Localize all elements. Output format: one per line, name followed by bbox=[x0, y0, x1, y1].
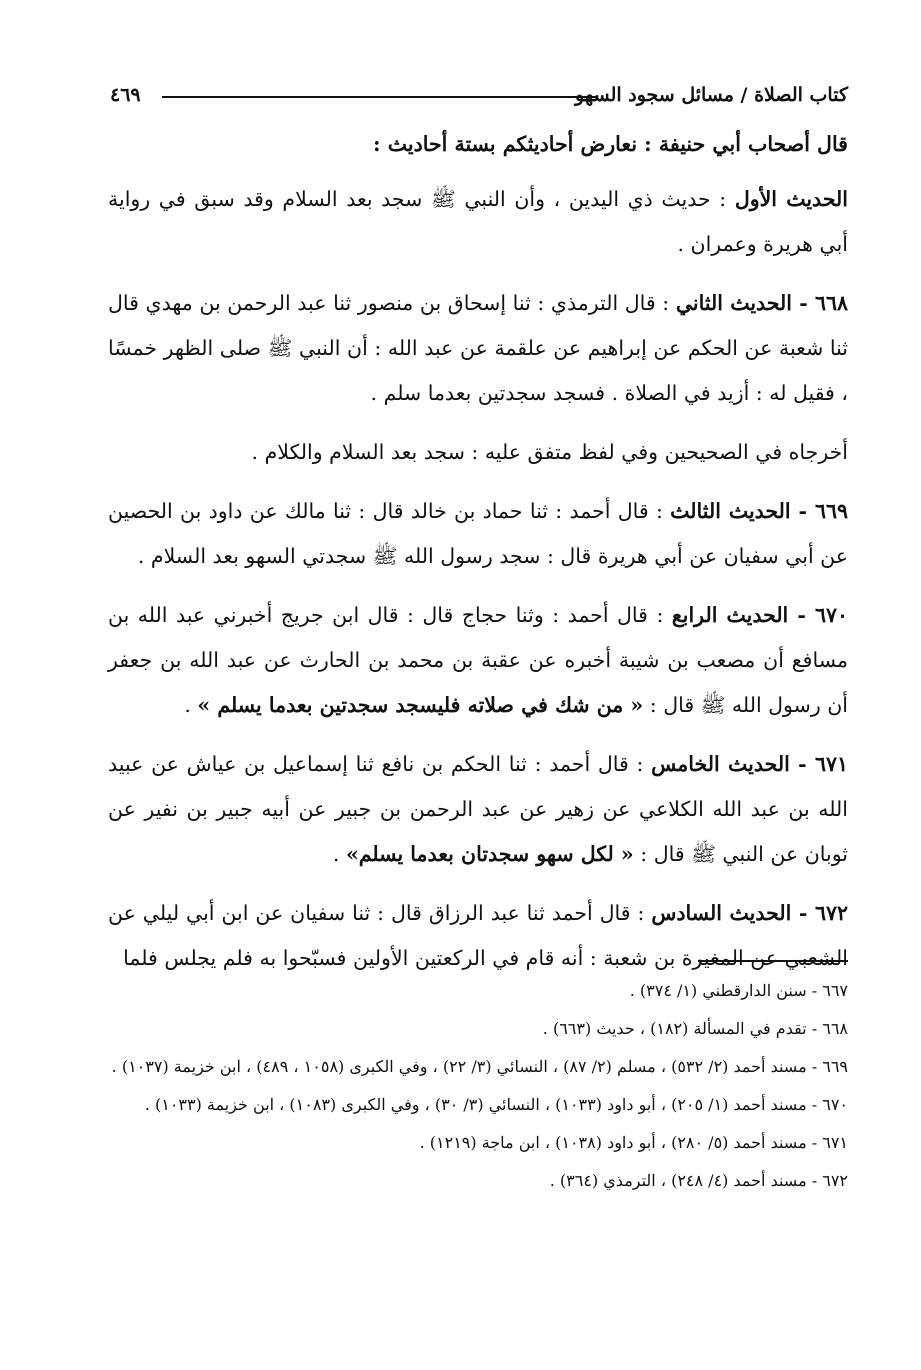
hadith-3-text: : قال أحمد : ثنا حماد بن خالد قال : ثنا مالك عن داود بن الحصين عن أبي سفيان عن أبي هريرة قال : سجد رسول الله ﷺ سجدتي السهو بعد السلام . bbox=[108, 499, 848, 568]
hadith-1-paragraph bbox=[108, 177, 848, 267]
hadith-5-text: : قال أحمد : ثنا الحكم بن نافع ثنا إسماعيل بن عياش عن عبيد الله بن عبد الله الكلاعي عن زهير عن عبد الرحمن بن جبير عن أبيه جبير بن نفير عن ثوبان عن النبي ﷺ قال : bbox=[108, 752, 848, 866]
main-text bbox=[108, 122, 848, 995]
header-title: كتاب الصلاة / مسائل سجود السهو bbox=[575, 84, 848, 106]
header-rule bbox=[162, 96, 598, 98]
hadith-2-note: أخرجاه في الصحيحين وفي لفظ متفق عليه : سجد بعد السلام والكلام . bbox=[251, 440, 848, 464]
hadith-4-text: : قال أحمد : وثنا حجاج قال : قال ابن جريج أخبرني عبد الله بن مسافع أن مصعب بن شيبة أخبره عن عقبة بن محمد بن الحارث عن عبد الله بن جعفر أن رسول الله ﷺ قال : bbox=[108, 603, 848, 717]
hadith-6-label: ٦٧٢ - الحديث السادس bbox=[651, 901, 848, 925]
footnote-668: ٦٦٨ - تقدم في المسألة (١٨٢) ، حديث (٦٦٣) . bbox=[542, 1019, 848, 1038]
hadith-1-text: : حديث ذي اليدين ، وأن النبي ﷺ سجد بعد السلام وقد سبق في رواية أبي هريرة وعمران . bbox=[108, 187, 848, 256]
footnote-671: ٦٧١ - مسند أحمد (٥/ ٢٨٠) ، أبو داود (١٠٣٨) ، ابن ماجة (١٢١٩) . bbox=[419, 1133, 848, 1152]
hadith-4-label: ٦٧٠ - الحديث الرابع bbox=[671, 603, 848, 627]
hadith-5-end: . bbox=[332, 842, 346, 866]
footnote-669: ٦٦٩ - مسند أحمد (٢/ ٥٣٢) ، مسلم (٢/ ٨٧) ، النسائي (٣/ ٢٢) ، وفي الكبرى (١٠٥٨ ، ٤٨٩) ، ابن خزيمة (١٠٣٧) . bbox=[111, 1057, 848, 1076]
hadith-2-label: ٦٦٨ - الحديث الثاني bbox=[675, 291, 848, 315]
hadith-3-label: ٦٦٩ - الحديث الثالث bbox=[670, 499, 848, 523]
hadith-6-paragraph bbox=[108, 891, 848, 981]
hadith-3-paragraph bbox=[108, 489, 848, 579]
hadith-4-quote: « من شك في صلاته فليسجد سجدتين بعدما يسلم » bbox=[197, 693, 644, 717]
intro-paragraph: قال أصحاب أبي حنيفة : نعارض أحاديثكم بستة أحاديث : bbox=[373, 132, 848, 156]
footnote-667: ٦٦٧ - سنن الدارقطني (١/ ٣٧٤) . bbox=[629, 981, 848, 1000]
hadith-4-paragraph bbox=[108, 593, 848, 728]
hadith-6-text: : قال أحمد ثنا عبد الرزاق قال : ثنا سفيان عن ابن أبي ليلي عن الشعبي عن المغيرة بن شعبة : أنه قام في الركعتين الأولين فسبّحوا به فلم يجلس فلما bbox=[108, 901, 848, 970]
hadith-1-label: الحديث الأول bbox=[734, 187, 848, 211]
running-header bbox=[110, 84, 848, 114]
hadith-5-label: ٦٧١ - الحديث الخامس bbox=[651, 752, 848, 776]
hadith-5-quote: « لكل سهو سجدتان بعدما يسلم» bbox=[345, 842, 634, 866]
hadith-5-paragraph bbox=[108, 742, 848, 877]
footnote-separator bbox=[698, 960, 848, 962]
hadith-2-paragraph bbox=[108, 281, 848, 416]
footnotes bbox=[108, 972, 848, 1200]
footnote-670: ٦٧٠ - مسند أحمد (١/ ٢٠٥) ، أبو داود (١٠٣٣) ، النسائي (٣/ ٣٠) ، وفي الكبرى (١٠٨٣) ، ابن خزيمة (١٠٣٣) . bbox=[144, 1095, 848, 1114]
hadith-2-text: : قال الترمذي : ثنا إسحاق بن منصور ثنا عبد الرحمن بن مهدي قال ثنا شعبة عن الحكم عن إبراهيم عن علقمة عن عبد الله : أن النبي ﷺ صلى الظهر خمسًا ، فقيل له : أزيد في الصلاة . فسجد سجدتين بعدما سلم . bbox=[108, 291, 848, 405]
footnote-672: ٦٧٢ - مسند أحمد (٤/ ٢٤٨) ، الترمذي (٣٦٤) . bbox=[549, 1171, 848, 1190]
page-number: ٤٦٩ bbox=[110, 84, 141, 106]
hadith-4-end: . bbox=[184, 693, 198, 717]
